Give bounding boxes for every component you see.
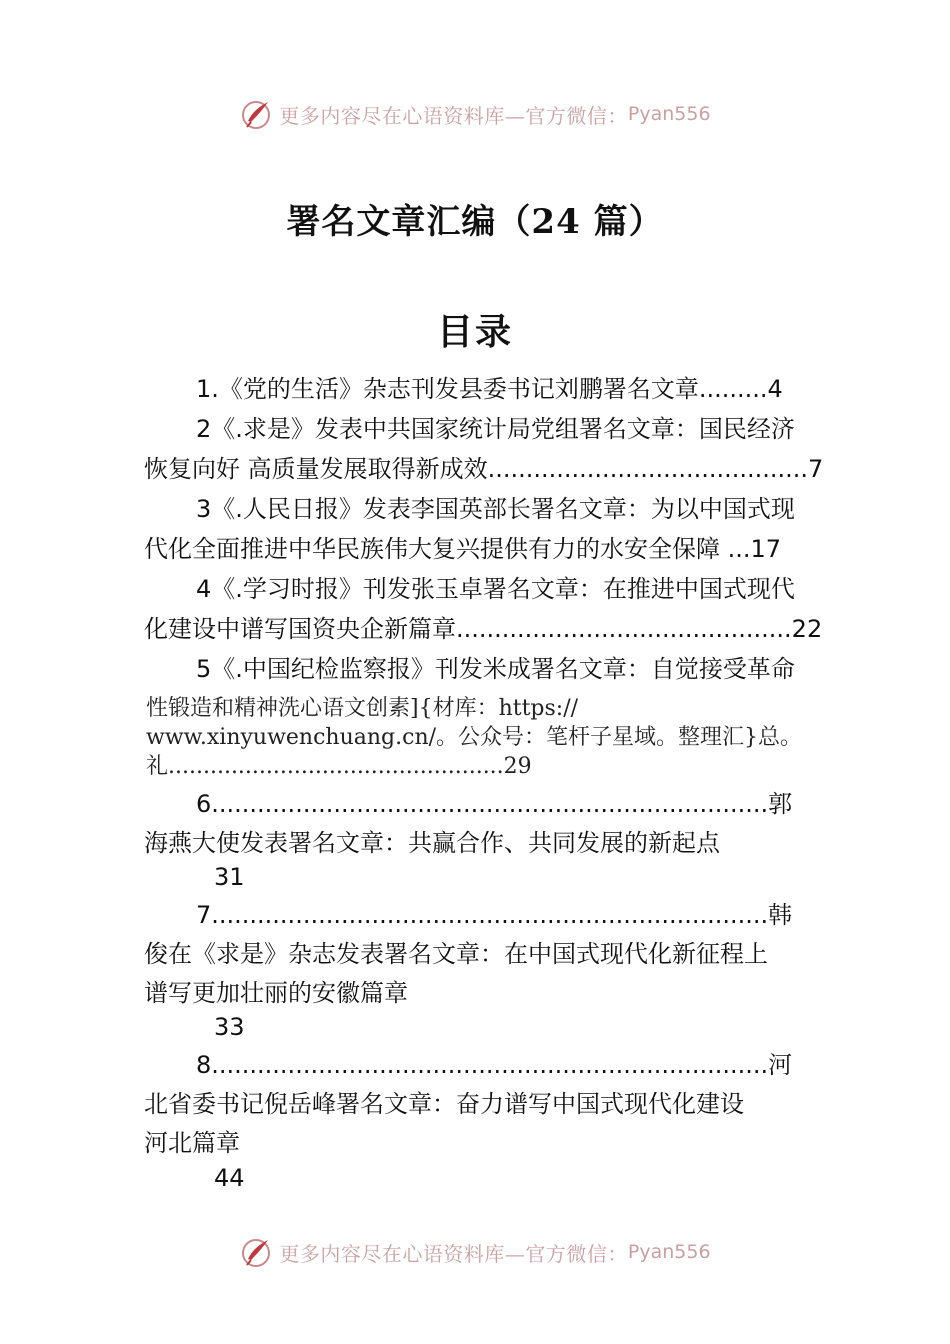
toc-entry-4-line1[interactable]: 4《.学习时报》刊发张玉卓署名文章：在推进中国式现代	[196, 575, 795, 603]
wechat-id: Pyan556	[627, 1241, 711, 1263]
toc-entry-2-line1[interactable]: 2《.求是》发表中共国家统计局党组署名文章：国民经济	[196, 415, 795, 443]
toc-entry-8-line2[interactable]: 北省委书记倪岳峰署名文章：奋力谱写中国式现代化建设	[144, 1090, 744, 1118]
quill-pen-logo-icon	[239, 97, 273, 131]
toc-heading: 目录	[436, 311, 513, 353]
header-watermark	[0, 94, 950, 134]
toc-entry-3-line1[interactable]: 3《.人民日报》发表李国英部长署名文章：为以中国式现	[196, 495, 795, 523]
footer-watermark	[0, 1232, 950, 1272]
toc-entry-6-line1[interactable]: 6.........................................................................郭	[196, 790, 793, 818]
toc-entry-3-line2[interactable]: 代化全面推进中华民族伟大复兴提供有力的水安全保障 ...17	[144, 535, 782, 563]
document-title: 署名文章汇编（24 篇）	[286, 202, 664, 242]
toc-entry-7-line2[interactable]: 俊在《求是》杂志发表署名文章：在中国式现代化新征程上	[144, 940, 768, 968]
toc-entry-5-line1[interactable]: 5《.中国纪检监察报》刊发米成署名文章：自觉接受革命	[196, 655, 795, 683]
toc-entry-5-line4[interactable]: 礼................................................29	[146, 754, 532, 779]
watermark-text: 更多内容尽在心语资料库—官方微信：	[279, 1241, 628, 1266]
toc-entry-7-line3[interactable]: 谱写更加壮丽的安徽篇章	[144, 979, 408, 1007]
toc-entry-2-line2[interactable]: 恢复向好 高质量发展取得新成效..........................................7	[144, 455, 824, 483]
toc-entry-7-page[interactable]: 33	[214, 1013, 245, 1041]
toc-entry-7-line1[interactable]: 7.........................................................................韩	[196, 901, 793, 929]
toc-entry-4-line2[interactable]: 化建设中谱写国资央企新篇章............................................22	[144, 615, 823, 643]
toc-entry-5-line2[interactable]: 性锻造和精神洗心语文创素]{材库：https://	[146, 696, 579, 721]
toc-entry-8-page[interactable]: 44	[214, 1164, 245, 1192]
watermark-text: 更多内容尽在心语资料库—官方微信：	[279, 103, 628, 128]
toc-entry-5-line3[interactable]: www.xinyuwenchuang.cn/。公众号：笔杆子星域。整理汇}总。	[146, 725, 803, 750]
quill-pen-logo-icon	[239, 1235, 273, 1269]
toc-entry-8-line1[interactable]: 8.........................................................................河	[196, 1051, 793, 1079]
wechat-id: Pyan556	[627, 103, 711, 125]
toc-entry-6-page[interactable]: 31	[214, 863, 245, 891]
toc-entry-6-line2[interactable]: 海燕大使发表署名文章：共赢合作、共同发展的新起点	[144, 829, 720, 857]
toc-entry-1[interactable]: 1.《党的生活》杂志刊发县委书记刘鹏署名文章.........4	[196, 375, 783, 403]
toc-entry-8-line3[interactable]: 河北篇章	[144, 1129, 240, 1157]
